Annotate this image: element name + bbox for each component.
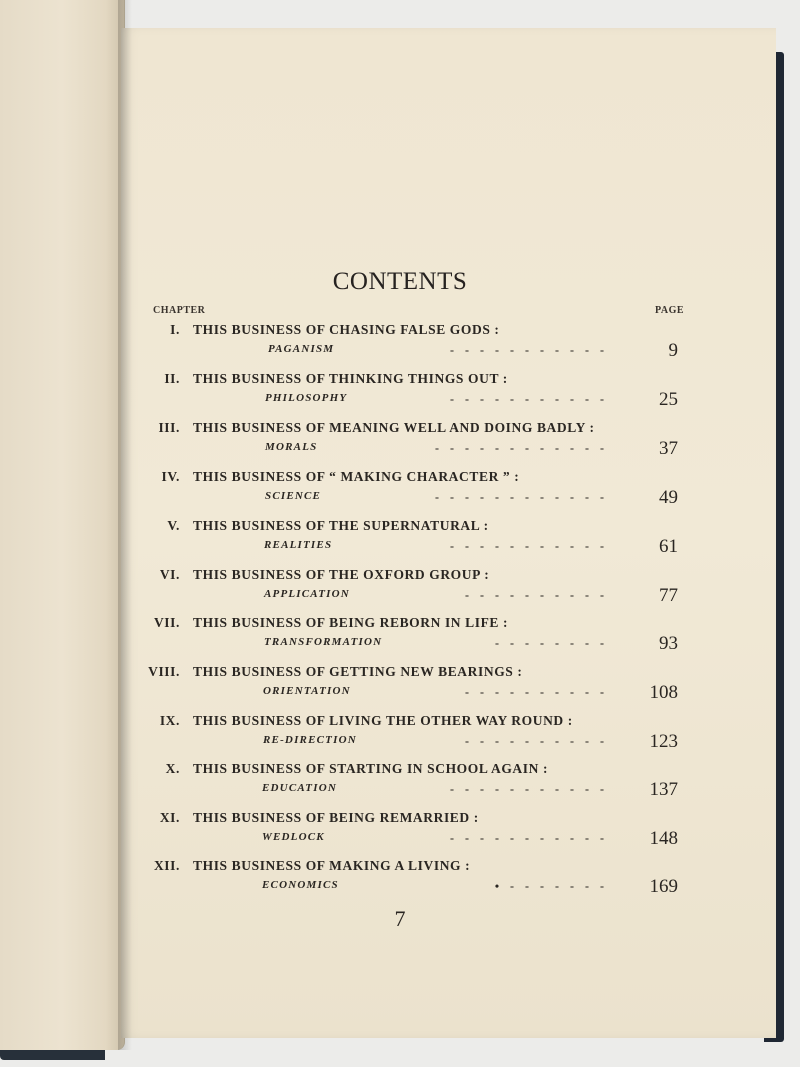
chapter-title: THIS BUSINESS OF GETTING NEW BEARINGS : [193, 664, 523, 679]
dot-leader: - - - - - - - - [495, 636, 608, 650]
chapter-title: THIS BUSINESS OF THE OXFORD GROUP : [193, 567, 490, 582]
chapter-title: THIS BUSINESS OF BEING REMARRIED : [193, 810, 479, 825]
chapter-number: V. [167, 518, 180, 533]
page-number: 93 [659, 633, 678, 654]
chapter-column-label: CHAPTER [153, 305, 206, 316]
dot-leader: - - - - - - - - - - - [450, 831, 608, 845]
page-number: 169 [649, 876, 678, 897]
chapter-title: THIS BUSINESS OF MAKING A LIVING : [193, 858, 471, 873]
chapter-subtitle: PAGANISM [268, 343, 335, 355]
page-number: 61 [659, 536, 678, 557]
dot-leader: - - - - - - - - - - - - [435, 490, 608, 504]
page-number: 137 [649, 779, 678, 800]
page-number: 37 [659, 438, 678, 459]
chapter-subtitle: PHILOSOPHY [265, 392, 348, 404]
chapter-title: THIS BUSINESS OF LIVING THE OTHER WAY ROUND : [193, 713, 573, 728]
chapter-number: IV. [161, 469, 180, 484]
toc-entry [0, 567, 800, 615]
chapter-number: IX. [159, 713, 180, 728]
page-number: 108 [649, 682, 678, 703]
toc-entry [0, 615, 800, 663]
chapter-subtitle: TRANSFORMATION [264, 636, 383, 648]
dot-leader: - - - - - - - - - - [465, 685, 608, 699]
dot-leader: - - - - - - - - - - - [450, 392, 608, 406]
chapter-subtitle: WEDLOCK [262, 831, 325, 843]
chapter-subtitle: RE-DIRECTION [263, 734, 357, 746]
toc-entry [0, 664, 800, 712]
chapter-number: VII. [153, 615, 180, 630]
toc-entry [0, 420, 800, 468]
chapter-subtitle: REALITIES [264, 539, 333, 551]
toc-entry [0, 713, 800, 761]
chapter-subtitle: EDUCATION [262, 782, 337, 794]
chapter-number: VI. [159, 567, 180, 582]
chapter-subtitle: ECONOMICS [262, 879, 339, 891]
page-number: 123 [649, 731, 678, 752]
page-title: CONTENTS [332, 268, 468, 295]
chapter-subtitle: MORALS [265, 441, 318, 453]
toc-entry [0, 518, 800, 566]
toc-entry [0, 761, 800, 809]
page-number: 148 [649, 828, 678, 849]
dot-leader: - - - - - - - - - - [465, 734, 608, 748]
chapter-title: THIS BUSINESS OF THE SUPERNATURAL : [193, 518, 489, 533]
chapter-number: III. [158, 420, 180, 435]
dot-leader: - - - - - - - - - - - - [435, 441, 608, 455]
dot-leader: - - - - - - - - - - - [450, 343, 608, 357]
toc-entry [0, 858, 800, 906]
page-number: 49 [659, 487, 678, 508]
chapter-number: I. [170, 322, 180, 337]
chapter-number: VIII. [148, 664, 180, 679]
chapter-subtitle: ORIENTATION [263, 685, 351, 697]
page-number: 9 [668, 340, 678, 361]
chapter-title: THIS BUSINESS OF THINKING THINGS OUT : [193, 371, 508, 386]
toc-entry [0, 322, 800, 370]
chapter-number: XI. [159, 810, 180, 825]
dot-leader: - - - - - - - - - - - [450, 539, 608, 553]
page-column-label: PAGE [655, 305, 685, 316]
dot-leader: - - - - - - - - - - [465, 588, 608, 602]
toc-entry [0, 469, 800, 517]
dot-leader: • - - - - - - - [494, 879, 608, 893]
chapter-title: THIS BUSINESS OF “ MAKING CHARACTER ” : [193, 469, 520, 484]
chapter-title: THIS BUSINESS OF STARTING IN SCHOOL AGAIN : [193, 761, 549, 776]
chapter-title: THIS BUSINESS OF MEANING WELL AND DOING BADLY : [193, 420, 595, 435]
chapter-subtitle: SCIENCE [265, 490, 322, 502]
chapter-title: THIS BUSINESS OF BEING REBORN IN LIFE : [193, 615, 509, 630]
page-number: 25 [659, 389, 678, 410]
dot-leader: - - - - - - - - - - - [450, 782, 608, 796]
toc-entry [0, 810, 800, 858]
chapter-title: THIS BUSINESS OF CHASING FALSE GODS : [193, 322, 500, 337]
folio-page-number: 7 [394, 906, 406, 931]
toc-entry [0, 371, 800, 419]
chapter-subtitle: APPLICATION [264, 588, 350, 600]
chapter-number: II. [164, 371, 180, 386]
chapter-number: X. [165, 761, 180, 776]
page-number: 77 [659, 585, 678, 606]
chapter-number: XII. [153, 858, 180, 873]
